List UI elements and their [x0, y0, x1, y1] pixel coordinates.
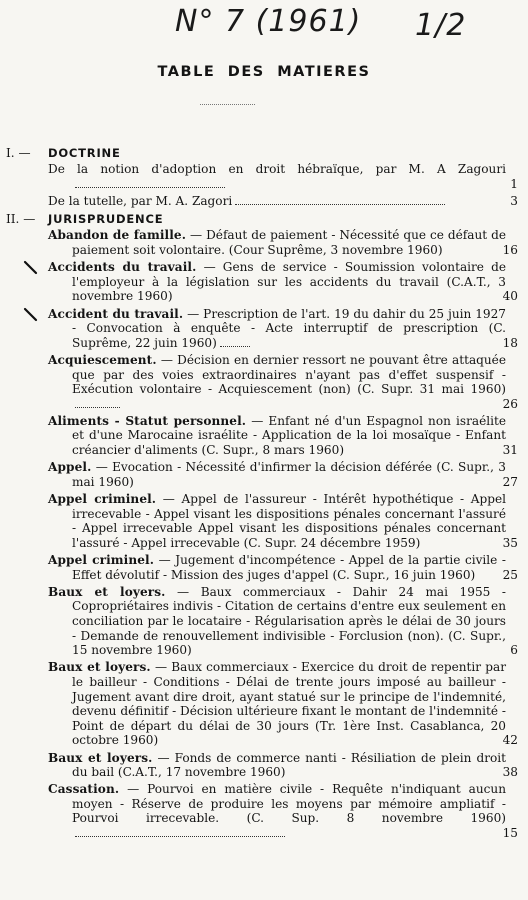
- toc-entry: [48, 584, 518, 658]
- entry-page: 35: [502, 535, 518, 550]
- section-name: DOCTRINE: [48, 146, 121, 160]
- entry-text: — Appel de l'assureur - Intérêt hypothétique - Appel irrecevable - Appel visant les dispositions pénales concernant l'assuré - Appel irrecevable Appel visant les dispositions pénales concernant l'assuré - Appel irrecevable (C. Supr. 24 décembre 1959): [72, 492, 507, 550]
- entry-heading: Abandon de famille.: [48, 228, 187, 243]
- entry-heading: Appel criminel.: [48, 553, 155, 567]
- dot-leader: [220, 338, 250, 347]
- dot-leader: [75, 828, 285, 837]
- table-of-contents: [0, 146, 528, 845]
- check-mark-icon: [23, 260, 39, 276]
- entry-page: 25: [502, 567, 518, 582]
- entry-text: — Prescription de l'art. 19 du dahir du 25 juin 1927 - Convocation à enquête - Acte interruptif de prescription (C. Suprême, 22 juin 1960): [72, 306, 506, 350]
- entry-heading: Cassation.: [48, 782, 120, 797]
- entry-page: 1: [510, 176, 518, 191]
- entry-page: 38: [502, 765, 518, 780]
- section-heading: [0, 146, 528, 162]
- toc-entry: [48, 750, 518, 780]
- toc-entry: [48, 460, 518, 489]
- entry-text: — Evocation - Nécessité d'infirmer la décision déférée (C. Supr., 3 mai 1960): [72, 460, 506, 489]
- handwritten-page-number: 1/2: [415, 8, 467, 43]
- section-heading: [0, 212, 528, 228]
- toc-entry: [48, 162, 518, 191]
- entry-text: — Décision en dernier ressort ne pouvant être attaquée que par des voies extraordinaires n'ayant pas d'effet suspensif - Exécution volontaire - Acquiescement (non) (C. Supr. 31 mai 1960): [72, 352, 506, 397]
- entry-text: — Gens de service - Soumission volontaire de l'employeur à la législation sur les accidents du travail (C.A.T., 3 novembre 1960): [72, 260, 506, 304]
- entry-text: — Jugement d'incompétence - Appel de la partie civile - Effet dévolutif - Mission des juges d'appel (C. Supr., 16 juin 1960): [72, 553, 506, 582]
- entry-heading: Appel.: [48, 460, 92, 475]
- toc-entry: [48, 306, 518, 351]
- entry-page: 42: [502, 733, 518, 748]
- toc-entry: [48, 553, 518, 582]
- dot-leader: [235, 196, 445, 205]
- handwritten-annotation: [0, 4, 528, 50]
- entry-heading: Appel criminel.: [48, 492, 157, 507]
- entry-page: 6: [510, 643, 518, 658]
- dot-leader: [75, 179, 225, 188]
- entry-text: De la tutelle, par M. A. Zagori: [48, 193, 233, 208]
- toc-entry: [48, 228, 518, 257]
- entry-text: — Fonds de commerce nanti - Résiliation de plein droit du bail (C.A.T., 17 novembre 1960): [72, 750, 506, 780]
- entry-page: 27: [502, 474, 518, 489]
- section-number: I. —: [6, 146, 31, 160]
- entry-text: — Baux commerciaux - Dahir 24 mai 1955 - Copropriétaires indivis - Citation de certains d'entre eux seulement en conciliation par le locataire - Régularisation après le délai de 30 jours - Demande de renouvellement indivisible - Forclusion (non). (C. Supr., 15 novembre 1960): [72, 584, 506, 658]
- entry-text: — Baux commerciaux - Exercice du droit de repentir par le bailleur - Conditions - Délai de trente jours imposé au bailleur - Jugement avant dire droit, ayant statué sur le principe de l'indemnité, devenu définitif - Décision ultérieure fixant le montant de l'indemnité - Point de départ du délai de 30 jours (Tr. 1ère Inst. Casablanca, 20 octobre 1960): [72, 660, 506, 748]
- entry-heading: Acquiescement.: [48, 352, 157, 367]
- toc-entry: [48, 413, 518, 458]
- entry-text: — Pourvoi en matière civile - Requête n'indiquant aucun moyen - Réserve de produire les moyens par mémoire ampliatif - Pourvoi irrecevable. (C. Sup. 8 novembre 1960): [72, 782, 506, 826]
- entry-heading: Accidents du travail.: [48, 260, 197, 275]
- check-mark-icon: [23, 307, 39, 323]
- entry-heading: Accident du travail.: [48, 306, 184, 321]
- title-divider: [200, 104, 255, 105]
- section-name: JURISPRUDENCE: [48, 212, 164, 227]
- handwritten-reference: N° 7 (1961): [175, 4, 362, 39]
- entry-text: De la notion d'adoption en droit hébraïque, par M. A Zagouri: [48, 162, 506, 176]
- entry-heading: Aliments - Statut personnel.: [48, 413, 247, 428]
- entry-page: 18: [502, 335, 518, 350]
- entry-heading: Baux et loyers.: [48, 660, 151, 675]
- section-doctrine: [0, 146, 528, 208]
- toc-entry: [48, 660, 518, 748]
- toc-entry: [48, 352, 518, 411]
- entry-text: — Défaut de paiement - Nécessité que ce défaut de paiement soit volontaire. (Cour Suprême, 3 novembre 1960): [72, 228, 507, 257]
- entry-page: 31: [502, 443, 518, 458]
- entry-heading: Baux et loyers.: [48, 750, 153, 765]
- entry-page: 15: [502, 826, 518, 841]
- entry-text: — Enfant né d'un Espagnol non israélite et d'une Marocaine israélite - Application de la loi mosaïque - Enfant créancier d'aliments (C. Supr., 8 mars 1960): [72, 413, 507, 458]
- toc-entry: [48, 193, 518, 209]
- dot-leader: [75, 399, 120, 408]
- entry-page: 26: [502, 396, 518, 411]
- entry-page: 40: [502, 289, 518, 304]
- entry-page: 3: [510, 193, 518, 208]
- section-number: II. —: [6, 212, 36, 227]
- entry-heading: Baux et loyers.: [48, 584, 166, 599]
- toc-entry: [48, 492, 518, 550]
- page-title: TABLE DES MATIERES: [157, 64, 371, 80]
- toc-entry: [48, 782, 518, 841]
- toc-entry: [48, 260, 518, 304]
- section-jurisprudence: [0, 212, 528, 840]
- entry-page: 16: [502, 242, 518, 257]
